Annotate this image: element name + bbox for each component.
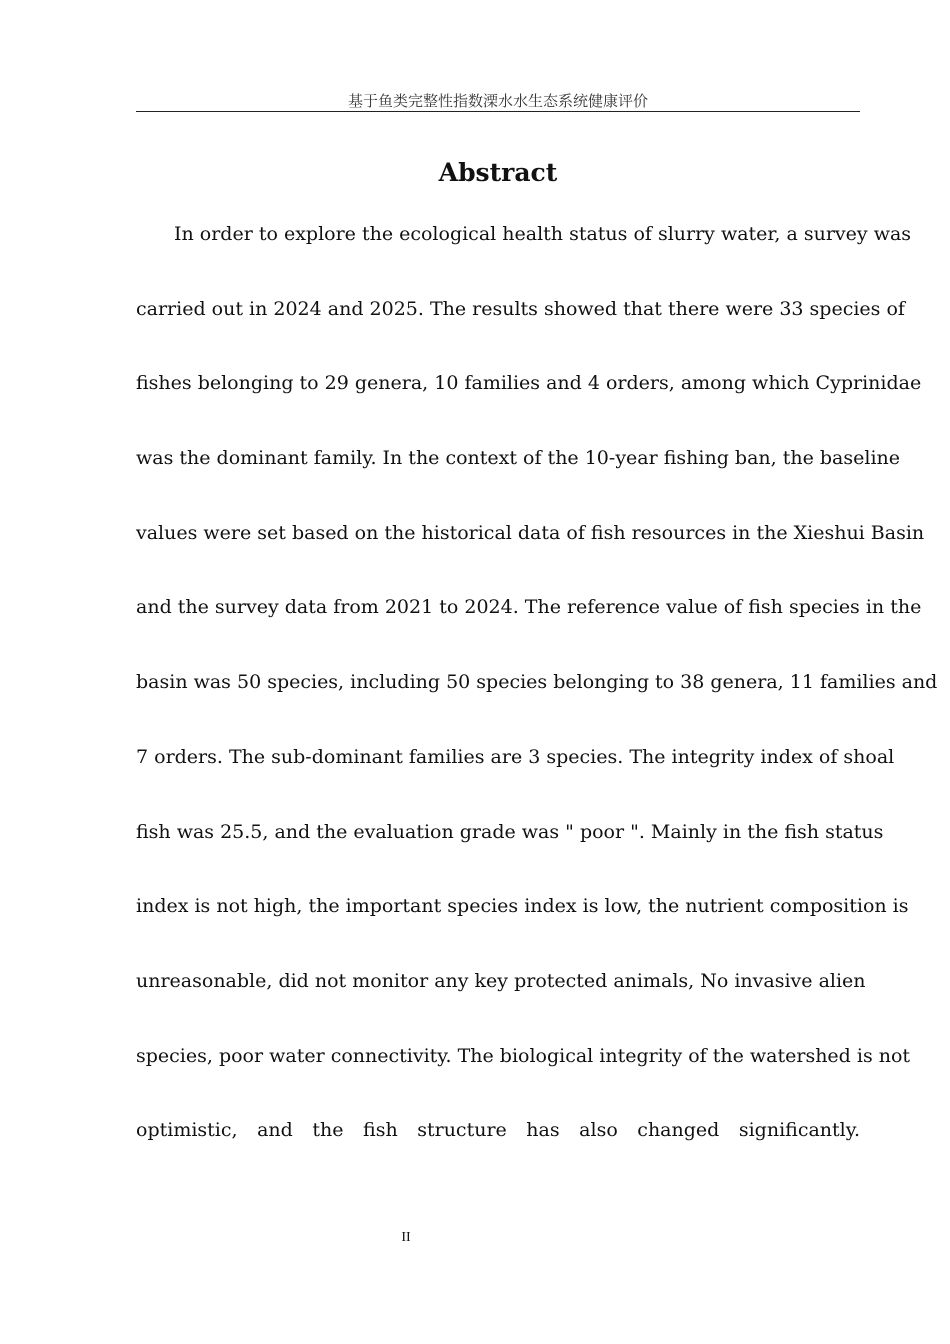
abstract-line: index is not high, the important species index is low, the nutrient composition is — [136, 895, 909, 918]
abstract-body — [136, 197, 938, 1168]
abstract-title: Abstract — [438, 158, 558, 187]
abstract-line: and the survey data from 2021 to 2024. The reference value of fish species in the — [136, 596, 922, 619]
abstract-line: fish was 25.5, and the evaluation grade was " poor ". Mainly in the fish status — [136, 820, 884, 843]
abstract-line: optimistic, and the fish structure has also changed significantly. — [136, 1119, 860, 1142]
abstract-line: 7 orders. The sub-dominant families are 3 species. The integrity index of shoal — [136, 745, 895, 768]
running-header: 基于鱼类完整性指数溧水水生态系统健康评价 — [136, 91, 860, 112]
abstract-line: species, poor water connectivity. The biological integrity of the watershed is not — [136, 1044, 911, 1067]
abstract-line: values were set based on the historical data of fish resources in the Xieshui Basin — [136, 521, 925, 544]
abstract-line: unreasonable, did not monitor any key protected animals, No invasive alien — [136, 969, 866, 992]
page-number: II — [401, 1230, 411, 1245]
abstract-line: was the dominant family. In the context of the 10-year fishing ban, the baseline — [136, 447, 900, 470]
abstract-line: fishes belonging to 29 genera, 10 families and 4 orders, among which Cyprinidae — [136, 372, 922, 395]
abstract-line: In order to explore the ecological health status of slurry water, a survey was — [174, 223, 912, 245]
abstract-line: basin was 50 species, including 50 species belonging to 38 genera, 11 families and — [136, 671, 938, 694]
abstract-line: carried out in 2024 and 2025. The results showed that there were 33 species of — [136, 297, 905, 320]
